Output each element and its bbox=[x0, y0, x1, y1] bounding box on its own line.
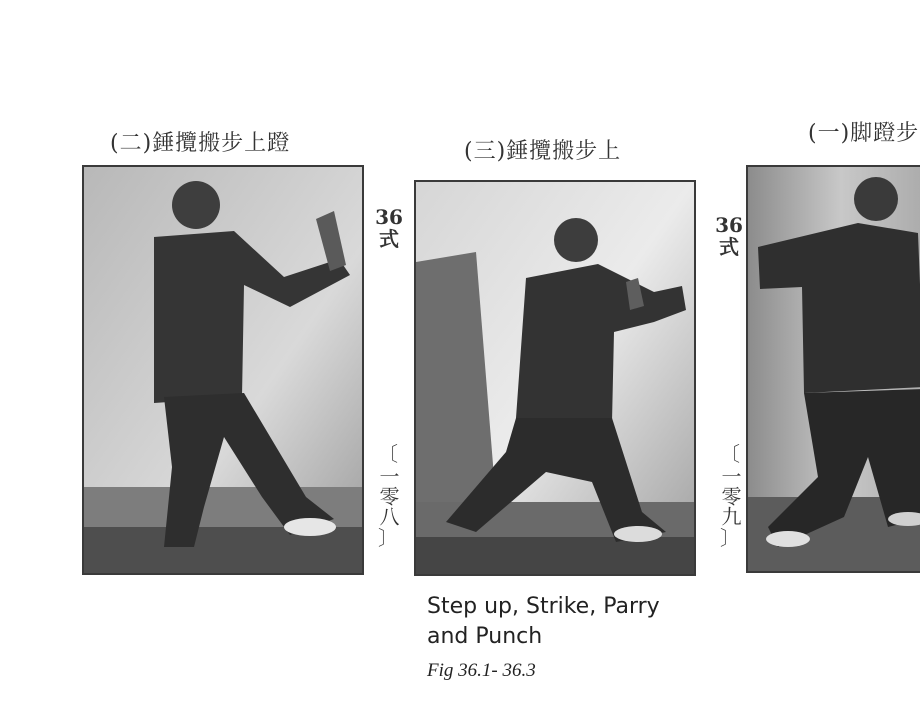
photo-title-2: (三)錘攬搬步上 bbox=[464, 139, 622, 164]
photo-image-2 bbox=[416, 182, 694, 574]
caption-line-2: and Punch bbox=[427, 624, 543, 649]
page-label-108 bbox=[374, 442, 402, 550]
form-number-label-2 bbox=[714, 214, 744, 258]
figure-caption bbox=[427, 592, 660, 652]
form-number-label-1 bbox=[374, 206, 404, 250]
page-bracket-open-2: 〔 bbox=[720, 442, 740, 466]
photo-figure-36-3 bbox=[746, 165, 920, 573]
photo-title-3: (一)脚蹬步 bbox=[808, 121, 920, 146]
photo-image-3 bbox=[748, 167, 920, 571]
page-bracket-close-1: 〕 bbox=[378, 526, 398, 550]
form-number-2: 36 bbox=[715, 213, 743, 237]
form-unit-2: 式 bbox=[719, 235, 739, 259]
page-bracket-close-2: 〕 bbox=[720, 526, 740, 550]
photo-figure-36-2 bbox=[414, 180, 696, 576]
page-label-109 bbox=[716, 442, 744, 550]
photo-figure-36-1 bbox=[82, 165, 364, 575]
form-number-1: 36 bbox=[375, 205, 403, 229]
caption-line-1: Step up, Strike, Parry bbox=[427, 594, 660, 619]
page-bracket-open-1: 〔 bbox=[378, 442, 398, 466]
photo-image-1 bbox=[84, 167, 362, 573]
figure-reference: Fig 36.1- 36.3 bbox=[427, 660, 536, 681]
page-label-text-1: 一零八 bbox=[376, 466, 400, 526]
form-unit-1: 式 bbox=[379, 227, 399, 251]
photo-title-1: (二)錘攬搬步上蹬 bbox=[110, 131, 291, 156]
page-label-text-2: 一零九 bbox=[718, 466, 742, 526]
